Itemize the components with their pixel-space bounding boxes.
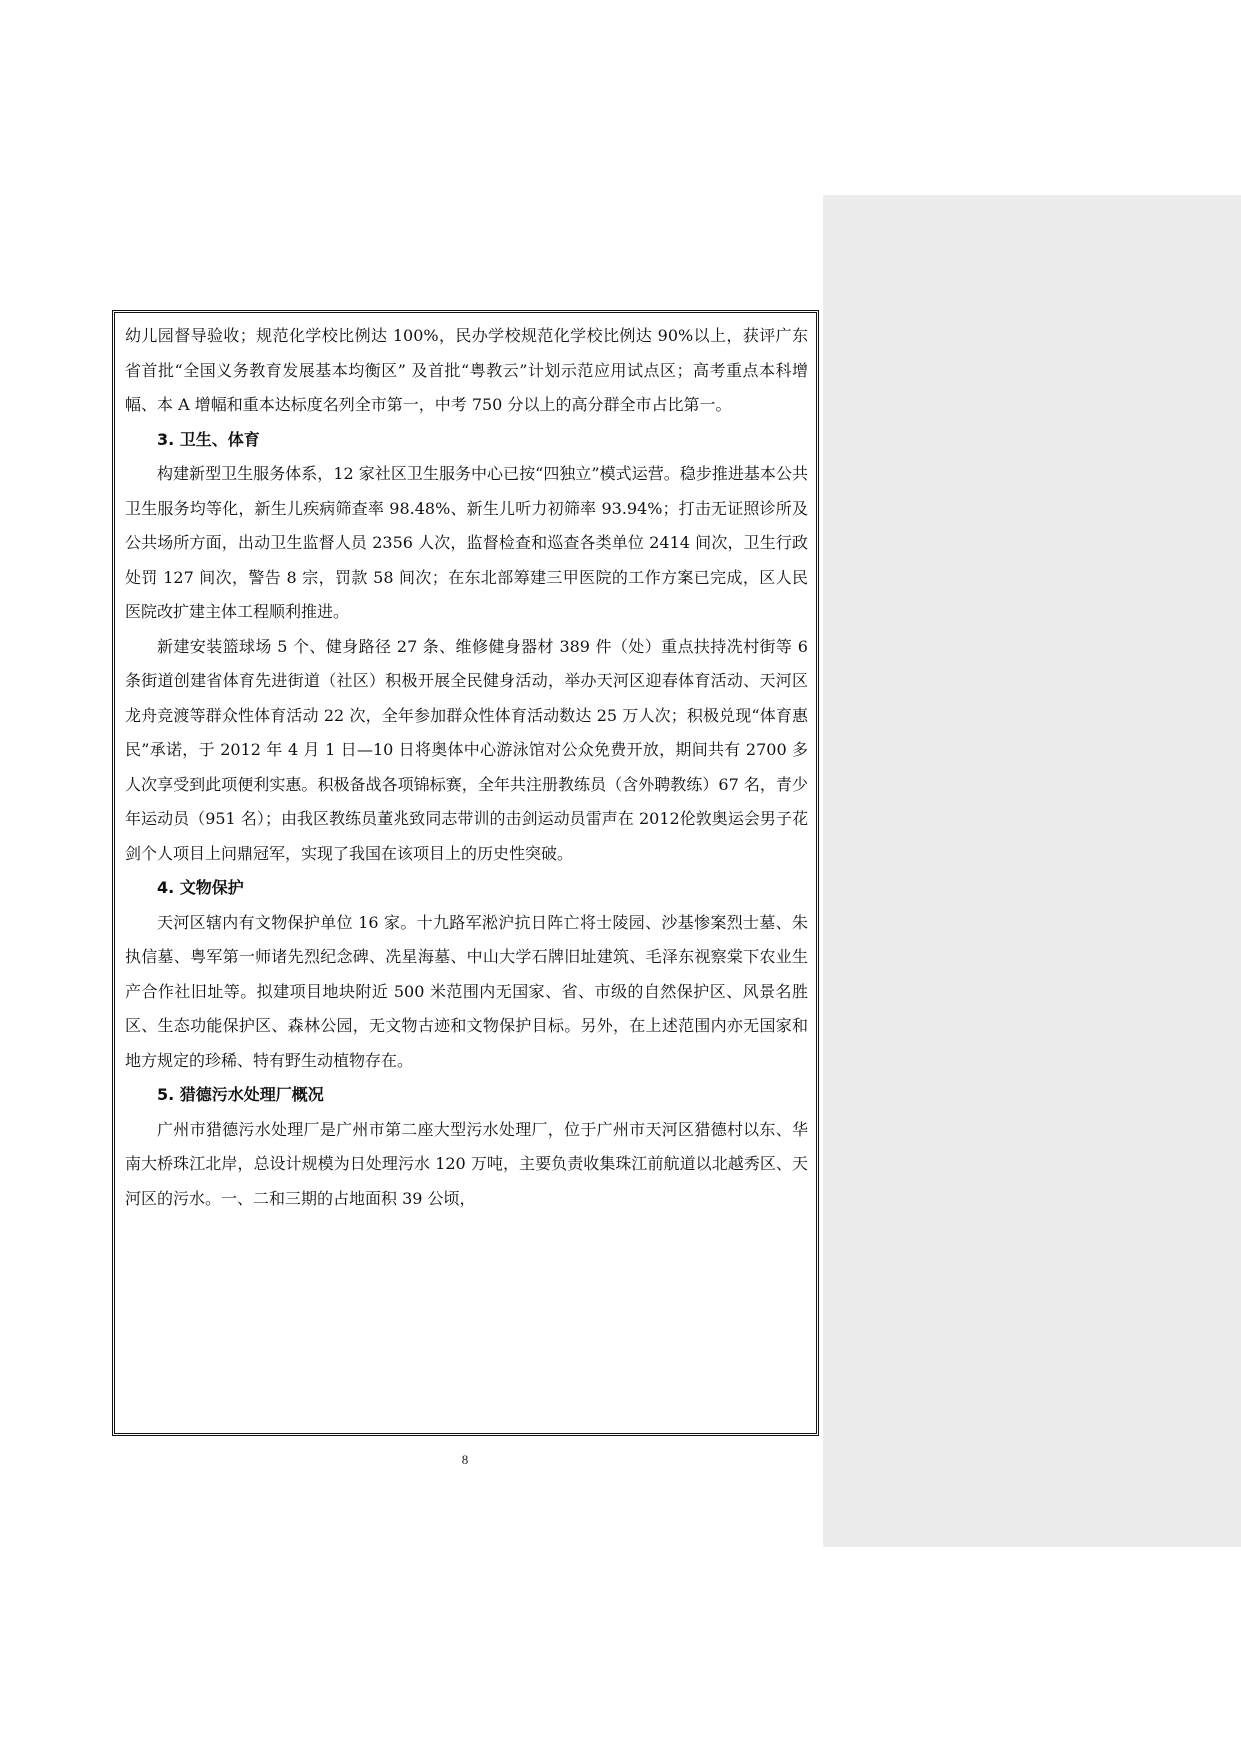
paragraph-liede-wastewater-plant: 广州市猎德污水处理厂是广州市第二座大型污水处理厂，位于广州市天河区猎德村以东、华南大桥珠江北岸，总设计规模为日处理污水 120 万吨，主要负责收集珠江前航道以北越秀区、天河区的污水。一、二和三期的占地面积 39 公顷， — [125, 1119, 808, 1208]
heading-cultural-relics: 4. 文物保护 — [157, 878, 244, 897]
paragraph-sports: 新建安装篮球场 5 个、健身路径 27 条、维修健身器材 389 件（处）重点扶持冼村街等 6 条街道创建省体育先进街道（社区）积极开展全民健身活动，举办天河区迎春体育活动、天河区龙舟竞渡等群众性体育活动 22 次，全年参加群众性体育活动数达 25 万人次；积极兑现“体育惠民”承诺，于 2012 年 4 月 1 日—10 日将奥体中心游泳馆对公众免费开放，期间共有 2700 多人次享受到此项便利实惠。积极备战各项锦标赛，全年共注册教练员（含外聘教练）67 名，青少年运动员（951 名）；由我区教练员董兆致同志带训的击剑运动员雷声在 2012伦敦奥运会男子花剑个人项目上问鼎冠军，实现了我国在该项目上的历史性突破。 — [125, 636, 808, 863]
heading-health-sports: 3. 卫生、体育 — [157, 429, 260, 449]
comment-pane — [823, 195, 1241, 1547]
document-text-frame — [112, 310, 819, 1436]
paragraph-education-continued: 幼儿园督导验收；规范化学校比例达 100%，民办学校规范化学校比例达 90%以上，获评广东省首批“全国义务教育发展基本均衡区” 及首批“粤教云”计划示范应用试点区；高考重点本科增幅、本 A 增幅和重本达标度名列全市第一，中考 750 分以上的高分群全市占比第一。 — [125, 326, 808, 414]
paragraph-cultural-relics: 天河区辖内有文物保护单位 16 家。十九路军淞沪抗日阵亡将士陵园、沙基惨案烈士墓、朱执信墓、粤军第一师诸先烈纪念碑、冼星海墓、中山大学石牌旧址建筑、毛泽东视察棠下农业生产合作社旧址等。拟建项目地块附近 500 米范围内无国家、省、市级的自然保护区、风景名胜区、生态功能保护区、森林公园，无文物古迹和文物保护目标。另外，在上述范围内亦无国家和地方规定的珍稀、特有野生动植物存在。 — [125, 912, 808, 1070]
paragraph-health: 构建新型卫生服务体系，12 家社区卫生服务中心已按“四独立”模式运营。稳步推进基本公共卫生服务均等化，新生儿疾病筛查率 98.48%、新生儿听力初筛率 93.94%；打击无证照诊所及公共场所方面，出动卫生监督人员 2356 人次，监督检查和巡查各类单位 2414 间次，卫生行政处罚 127 间次，警告 8 宗，罚款 58 间次；在东北部筹建三甲医院的工作方案已完成，区人民医院改扩建主体工程顺利推进。 — [125, 464, 808, 621]
page-number: 8 — [461, 1452, 469, 1467]
heading-liede-wastewater-plant: 5. 猎德污水处理厂概况 — [157, 1085, 324, 1104]
